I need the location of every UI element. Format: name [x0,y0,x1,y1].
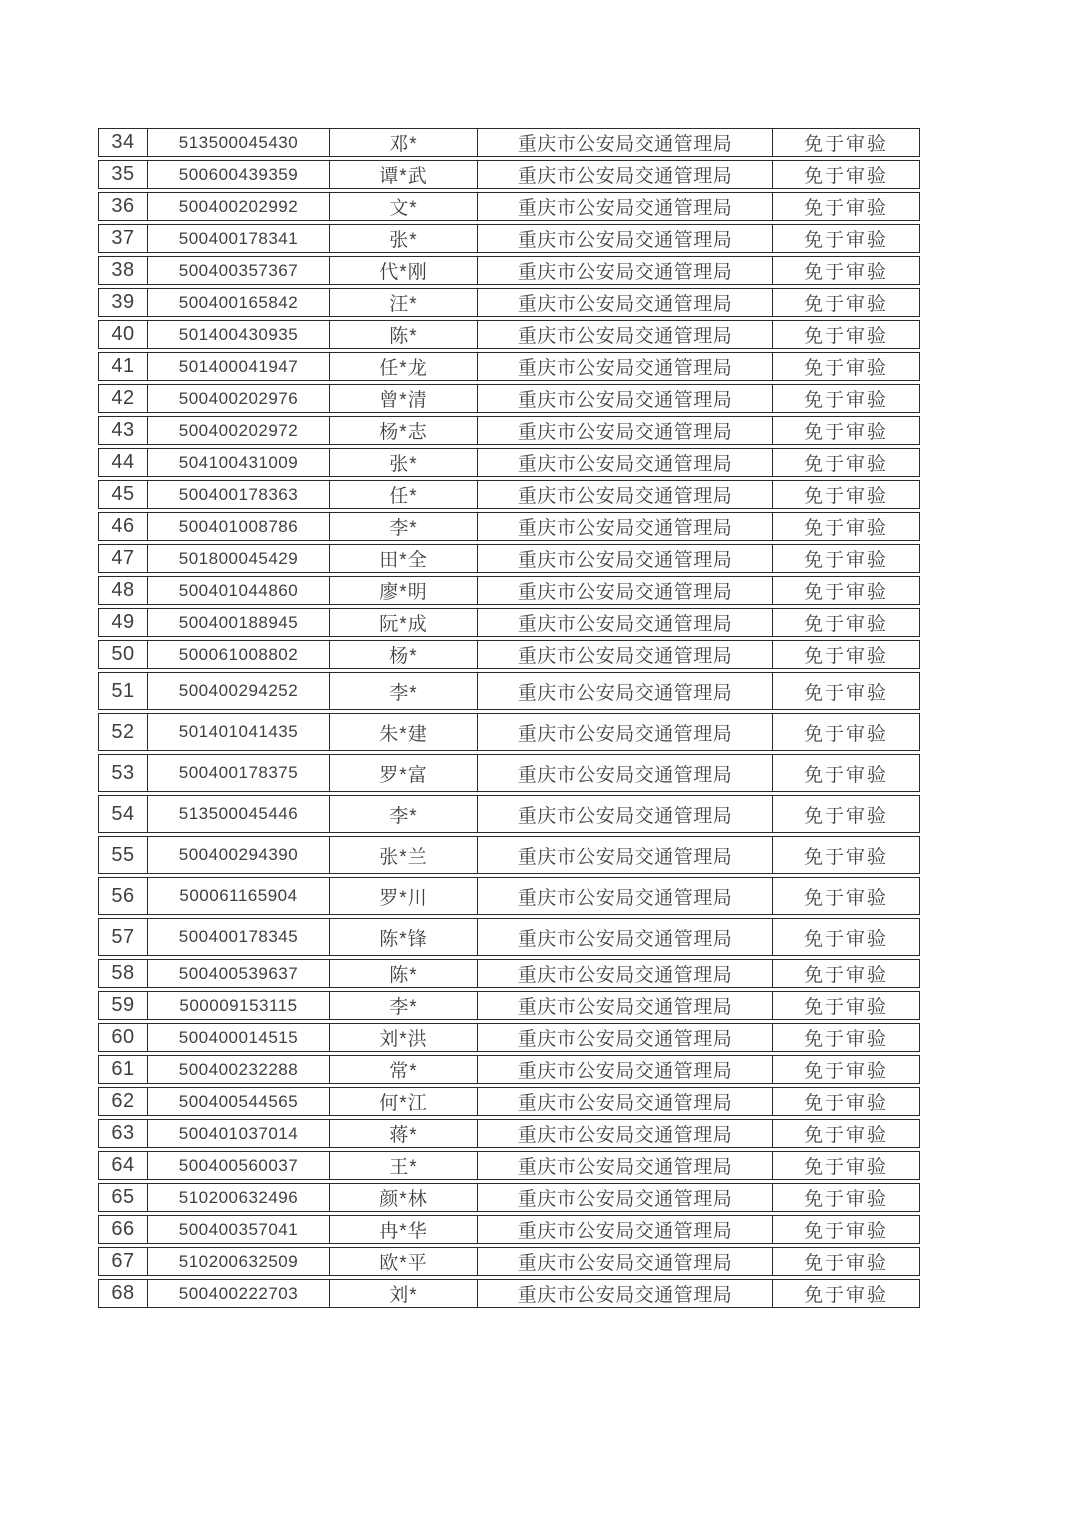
name-cell: 欧*平 [330,1247,478,1276]
name-cell: 陈*锋 [330,918,478,956]
org-cell: 重庆市公安局交通管理局 [478,877,773,915]
name-cell: 张*兰 [330,836,478,874]
org-cell: 重庆市公安局交通管理局 [478,256,773,285]
status-cell: 免于审验 [773,224,920,253]
row-number-cell: 52 [98,713,148,751]
table-row [98,754,920,792]
file-number-cell: 500401037014 [148,1119,330,1148]
row-number-cell: 56 [98,877,148,915]
file-number-cell: 500009153115 [148,991,330,1020]
file-number-cell: 500400232288 [148,1055,330,1084]
file-number-cell: 500400202992 [148,192,330,221]
name-cell: 何*江 [330,1087,478,1116]
name-cell: 任*龙 [330,352,478,381]
table-row [98,352,920,381]
org-cell: 重庆市公安局交通管理局 [478,1247,773,1276]
org-cell: 重庆市公安局交通管理局 [478,320,773,349]
row-number-cell: 41 [98,352,148,381]
org-cell: 重庆市公安局交通管理局 [478,836,773,874]
file-number-cell: 500400539637 [148,959,330,988]
file-number-cell: 500400178341 [148,224,330,253]
status-cell: 免于审验 [773,512,920,541]
name-cell: 罗*川 [330,877,478,915]
file-number-cell: 500400294390 [148,836,330,874]
org-cell: 重庆市公安局交通管理局 [478,480,773,509]
status-cell: 免于审验 [773,991,920,1020]
row-number-cell: 65 [98,1183,148,1212]
row-number-cell: 49 [98,608,148,637]
row-number-cell: 64 [98,1151,148,1180]
status-cell: 免于审验 [773,608,920,637]
file-number-cell: 510200632509 [148,1247,330,1276]
file-number-cell: 500400560037 [148,1151,330,1180]
file-number-cell: 500400165842 [148,288,330,317]
row-number-cell: 68 [98,1279,148,1308]
row-number-cell: 61 [98,1055,148,1084]
exemption-roster-table [98,125,920,1311]
name-cell: 刘* [330,1279,478,1308]
org-cell: 重庆市公安局交通管理局 [478,416,773,445]
row-number-cell: 57 [98,918,148,956]
file-number-cell: 500400202972 [148,416,330,445]
table-row [98,384,920,413]
file-number-cell: 500400178375 [148,754,330,792]
name-cell: 谭*武 [330,160,478,189]
table-row [98,1215,920,1244]
org-cell: 重庆市公安局交通管理局 [478,1119,773,1148]
org-cell: 重庆市公安局交通管理局 [478,224,773,253]
row-number-cell: 54 [98,795,148,833]
file-number-cell: 500400178363 [148,480,330,509]
status-cell: 免于审验 [773,1247,920,1276]
status-cell: 免于审验 [773,877,920,915]
row-number-cell: 58 [98,959,148,988]
name-cell: 蒋* [330,1119,478,1148]
table-row [98,192,920,221]
table-row [98,1151,920,1180]
status-cell: 免于审验 [773,384,920,413]
status-cell: 免于审验 [773,416,920,445]
name-cell: 代*刚 [330,256,478,285]
table-row [98,416,920,445]
status-cell: 免于审验 [773,320,920,349]
table-body [98,128,920,1308]
table-row [98,672,920,710]
row-number-cell: 50 [98,640,148,669]
file-number-cell: 500401008786 [148,512,330,541]
status-cell: 免于审验 [773,1023,920,1052]
name-cell: 刘*洪 [330,1023,478,1052]
org-cell: 重庆市公安局交通管理局 [478,608,773,637]
status-cell: 免于审验 [773,1183,920,1212]
table-row [98,512,920,541]
file-number-cell: 500400188945 [148,608,330,637]
row-number-cell: 44 [98,448,148,477]
status-cell: 免于审验 [773,640,920,669]
name-cell: 田*全 [330,544,478,573]
name-cell: 任* [330,480,478,509]
file-number-cell: 500600439359 [148,160,330,189]
file-number-cell: 501400041947 [148,352,330,381]
status-cell: 免于审验 [773,128,920,157]
row-number-cell: 67 [98,1247,148,1276]
status-cell: 免于审验 [773,1151,920,1180]
name-cell: 常* [330,1055,478,1084]
table-row [98,1183,920,1212]
org-cell: 重庆市公安局交通管理局 [478,192,773,221]
row-number-cell: 51 [98,672,148,710]
file-number-cell: 500400294252 [148,672,330,710]
status-cell: 免于审验 [773,576,920,605]
row-number-cell: 55 [98,836,148,874]
status-cell: 免于审验 [773,480,920,509]
file-number-cell: 510200632496 [148,1183,330,1212]
table-row [98,959,920,988]
org-cell: 重庆市公安局交通管理局 [478,959,773,988]
org-cell: 重庆市公安局交通管理局 [478,448,773,477]
org-cell: 重庆市公安局交通管理局 [478,1151,773,1180]
org-cell: 重庆市公安局交通管理局 [478,640,773,669]
file-number-cell: 513500045430 [148,128,330,157]
file-number-cell: 500400357041 [148,1215,330,1244]
status-cell: 免于审验 [773,256,920,285]
row-number-cell: 34 [98,128,148,157]
table-row [98,836,920,874]
table-row [98,713,920,751]
file-number-cell: 500400222703 [148,1279,330,1308]
file-number-cell: 513500045446 [148,795,330,833]
org-cell: 重庆市公安局交通管理局 [478,352,773,381]
status-cell: 免于审验 [773,544,920,573]
table-row [98,576,920,605]
org-cell: 重庆市公安局交通管理局 [478,288,773,317]
org-cell: 重庆市公安局交通管理局 [478,1023,773,1052]
status-cell: 免于审验 [773,1055,920,1084]
org-cell: 重庆市公安局交通管理局 [478,1279,773,1308]
row-number-cell: 53 [98,754,148,792]
table-row [98,1023,920,1052]
name-cell: 汪* [330,288,478,317]
name-cell: 张* [330,224,478,253]
name-cell: 王* [330,1151,478,1180]
table-row [98,991,920,1020]
name-cell: 张* [330,448,478,477]
row-number-cell: 39 [98,288,148,317]
status-cell: 免于审验 [773,192,920,221]
row-number-cell: 36 [98,192,148,221]
table-row [98,877,920,915]
org-cell: 重庆市公安局交通管理局 [478,544,773,573]
file-number-cell: 501400430935 [148,320,330,349]
status-cell: 免于审验 [773,836,920,874]
name-cell: 杨* [330,640,478,669]
file-number-cell: 500400014515 [148,1023,330,1052]
table-row [98,795,920,833]
table-row [98,160,920,189]
row-number-cell: 45 [98,480,148,509]
name-cell: 曾*清 [330,384,478,413]
table-row [98,480,920,509]
org-cell: 重庆市公安局交通管理局 [478,795,773,833]
name-cell: 邓* [330,128,478,157]
name-cell: 李* [330,991,478,1020]
org-cell: 重庆市公安局交通管理局 [478,1087,773,1116]
name-cell: 冉*华 [330,1215,478,1244]
file-number-cell: 500400357367 [148,256,330,285]
name-cell: 李* [330,672,478,710]
org-cell: 重庆市公安局交通管理局 [478,384,773,413]
org-cell: 重庆市公安局交通管理局 [478,1183,773,1212]
table-row [98,320,920,349]
org-cell: 重庆市公安局交通管理局 [478,1055,773,1084]
status-cell: 免于审验 [773,1215,920,1244]
row-number-cell: 48 [98,576,148,605]
table-row [98,1055,920,1084]
row-number-cell: 35 [98,160,148,189]
row-number-cell: 42 [98,384,148,413]
org-cell: 重庆市公安局交通管理局 [478,160,773,189]
table-row [98,544,920,573]
status-cell: 免于审验 [773,795,920,833]
status-cell: 免于审验 [773,448,920,477]
name-cell: 颜*林 [330,1183,478,1212]
name-cell: 李* [330,512,478,541]
org-cell: 重庆市公安局交通管理局 [478,754,773,792]
name-cell: 陈* [330,320,478,349]
table-row [98,128,920,157]
name-cell: 罗*富 [330,754,478,792]
status-cell: 免于审验 [773,1087,920,1116]
status-cell: 免于审验 [773,288,920,317]
row-number-cell: 66 [98,1215,148,1244]
table-row [98,640,920,669]
file-number-cell: 500061008802 [148,640,330,669]
row-number-cell: 62 [98,1087,148,1116]
org-cell: 重庆市公安局交通管理局 [478,576,773,605]
row-number-cell: 60 [98,1023,148,1052]
table-row [98,1247,920,1276]
org-cell: 重庆市公安局交通管理局 [478,128,773,157]
row-number-cell: 46 [98,512,148,541]
org-cell: 重庆市公安局交通管理局 [478,713,773,751]
table-row [98,608,920,637]
file-number-cell: 501401041435 [148,713,330,751]
file-number-cell: 500400544565 [148,1087,330,1116]
row-number-cell: 37 [98,224,148,253]
table-row [98,1087,920,1116]
table-row [98,288,920,317]
org-cell: 重庆市公安局交通管理局 [478,672,773,710]
table-row [98,1119,920,1148]
row-number-cell: 38 [98,256,148,285]
table-row [98,448,920,477]
file-number-cell: 500061165904 [148,877,330,915]
status-cell: 免于审验 [773,754,920,792]
name-cell: 文* [330,192,478,221]
status-cell: 免于审验 [773,959,920,988]
table-row [98,918,920,956]
status-cell: 免于审验 [773,918,920,956]
row-number-cell: 43 [98,416,148,445]
table-row [98,224,920,253]
org-cell: 重庆市公安局交通管理局 [478,918,773,956]
file-number-cell: 504100431009 [148,448,330,477]
row-number-cell: 47 [98,544,148,573]
status-cell: 免于审验 [773,672,920,710]
name-cell: 朱*建 [330,713,478,751]
file-number-cell: 500400178345 [148,918,330,956]
name-cell: 廖*明 [330,576,478,605]
org-cell: 重庆市公安局交通管理局 [478,991,773,1020]
name-cell: 杨*志 [330,416,478,445]
org-cell: 重庆市公安局交通管理局 [478,512,773,541]
row-number-cell: 59 [98,991,148,1020]
row-number-cell: 40 [98,320,148,349]
table-row [98,256,920,285]
status-cell: 免于审验 [773,713,920,751]
status-cell: 免于审验 [773,160,920,189]
row-number-cell: 63 [98,1119,148,1148]
file-number-cell: 500401044860 [148,576,330,605]
status-cell: 免于审验 [773,1279,920,1308]
name-cell: 李* [330,795,478,833]
status-cell: 免于审验 [773,352,920,381]
table-row [98,1279,920,1308]
org-cell: 重庆市公安局交通管理局 [478,1215,773,1244]
file-number-cell: 501800045429 [148,544,330,573]
status-cell: 免于审验 [773,1119,920,1148]
file-number-cell: 500400202976 [148,384,330,413]
name-cell: 阮*成 [330,608,478,637]
name-cell: 陈* [330,959,478,988]
